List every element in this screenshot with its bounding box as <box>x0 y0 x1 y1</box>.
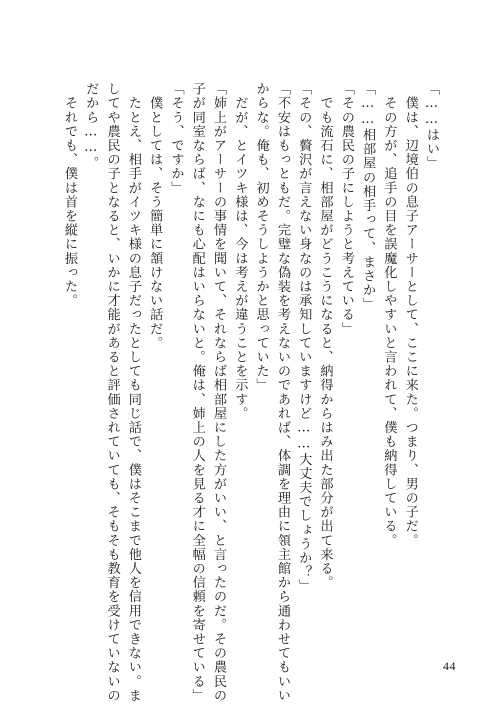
text-line: 僕としては、そう簡単に頷けない話だ。 <box>147 82 163 350</box>
text-line: 「不安はもっともだ。完璧な偽装を考えないのであれば、体調を理由に領主館から通わせてもいい <box>274 82 290 703</box>
text-line: 僕は、辺境伯の息子アーサーとして、ここに来た。つまり、男の子だ。 <box>402 82 418 548</box>
text-line: 「その、贅沢が言えない身なのは承知していますけど……大丈夫でしょうか？」 <box>296 82 312 594</box>
text-line: 「その農民の子にしようと考えている」 <box>338 82 354 336</box>
text-line: してや農民の子となると、いかに才能があると評価されていても、そもそも教育を受けていないの <box>104 82 120 703</box>
text-line: 「……はい」 <box>424 82 439 171</box>
body-text <box>59 82 442 703</box>
text-line: でも流石に、相部屋がどうこうになると、納得からはみ出た部分が出て来る。 <box>317 82 333 590</box>
text-line: 「……相部屋の相手って、まさか」 <box>360 82 376 312</box>
text-line: それでも、僕は首を縦に振った。 <box>61 82 77 308</box>
page-number: 44 <box>443 659 456 673</box>
text-line: 子が同室ならば、なにも心配はいらないと。俺は、姉上の人を見る才に全幅の信頼を寄せている」 <box>189 82 205 703</box>
text-line: その方が、追手の目を誤魔化しやすいと言われて、僕も納得している。 <box>381 82 397 548</box>
text-line: だが、とイツキ様は、今は考えが違うことを示す。 <box>232 82 248 421</box>
text-line: からな。俺も、初めそうしようかと思っていた」 <box>253 82 269 393</box>
text-line: たとえ、相手がイツキ様の息子だったとしても同じ話で、僕はそこまで他人を信用できない。ま <box>125 82 141 703</box>
text-line: 「そう、ですか」 <box>168 82 184 195</box>
text-line: だから……。 <box>83 82 99 171</box>
text-line: 「姉上がアーサーの事情を聞いて、それならば相部屋にした方がいい、と言ったのだ。その農民の <box>211 82 227 703</box>
